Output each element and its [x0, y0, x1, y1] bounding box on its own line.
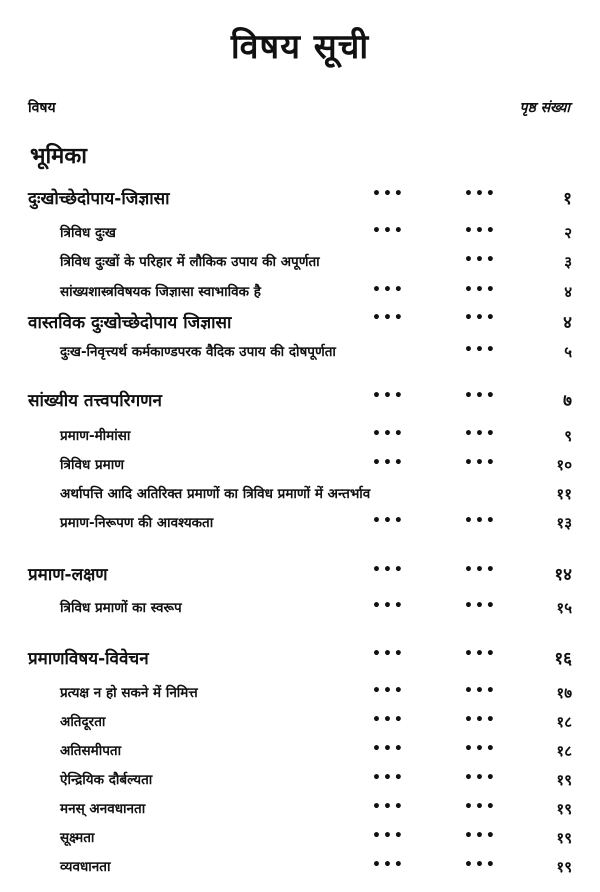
toc-entry-label: अर्थापत्ति आदि अतिरिक्त प्रमाणों का त्रिविध प्रमाणों में अन्तर्भाव	[60, 486, 371, 502]
leader-dots: •••	[464, 186, 497, 202]
toc-entry[interactable]	[0, 310, 600, 336]
toc-entry-page: ४	[563, 313, 572, 333]
leader-dots: •••	[372, 513, 405, 529]
leader-dots: •••	[372, 598, 405, 614]
toc-entry[interactable]	[0, 186, 600, 212]
leader-dots: •••	[464, 342, 497, 358]
toc-entry[interactable]	[0, 223, 600, 249]
leader-dots: •••	[372, 282, 405, 298]
toc-entry-page: १७	[556, 684, 572, 702]
leader-dots: •••	[372, 770, 405, 786]
leader-dots: •••	[464, 799, 497, 815]
toc-entry-page: ९	[564, 427, 572, 445]
toc-entry-label: प्रमाण-निरूपण की आवश्यकता	[60, 515, 214, 531]
toc-entry[interactable]	[0, 857, 600, 883]
leader-dots: •••	[464, 712, 497, 728]
toc-entry-page: ७	[563, 391, 572, 411]
toc-entry[interactable]	[0, 770, 600, 796]
toc-entry[interactable]	[0, 282, 600, 308]
intro-heading: भूमिका	[30, 144, 87, 169]
leader-dots: •••	[372, 799, 405, 815]
toc-entry-label: सांख्यशास्त्रविषयक जिज्ञासा स्वाभाविक है	[60, 284, 261, 300]
toc-entry-page: १९	[556, 771, 572, 789]
toc-entry-page: १४	[554, 565, 572, 585]
leader-dots: •••	[464, 513, 497, 529]
leader-dots: •••	[372, 223, 405, 239]
toc-entry-label: दुःखोच्छेदोपाय-जिज्ञासा	[28, 189, 170, 209]
leader-dots: •••	[464, 310, 497, 326]
leader-dots: •••	[464, 683, 497, 699]
leader-dots: •••	[464, 455, 497, 471]
toc-entry[interactable]	[0, 562, 600, 588]
toc-entry-page: १	[563, 189, 572, 209]
toc-entry[interactable]	[0, 799, 600, 825]
leader-dots: •••	[464, 388, 497, 404]
toc-entry-label: प्रत्यक्ष न हो सकने में निमित्त	[60, 685, 198, 701]
toc-entry-label: व्यवधानता	[60, 859, 111, 875]
leader-dots: •••	[372, 646, 405, 662]
leader-dots: •••	[464, 282, 497, 298]
leader-dots: •••	[372, 741, 405, 757]
leader-dots: •••	[372, 857, 405, 873]
leader-dots: •••	[464, 741, 497, 757]
column-header-subject: विषय	[28, 100, 56, 116]
toc-entry-label: त्रिविध दुःखों के परिहार में लौकिक उपाय की अपूर्णता	[60, 254, 320, 270]
toc-entry-page: १०	[556, 456, 572, 474]
toc-entry-page: १९	[556, 829, 572, 847]
toc-entry-label: त्रिविध दुःख	[60, 225, 116, 241]
leader-dots: •••	[464, 828, 497, 844]
toc-entry-label: अतिदूरता	[60, 714, 106, 730]
toc-entry-page: ३	[564, 253, 572, 271]
toc-entry-page: २	[564, 224, 572, 242]
toc-entry-label: ऐन्द्रियिक दौर्बल्यता	[60, 772, 153, 788]
leader-dots: •••	[372, 683, 405, 699]
toc-entry-label: प्रमाण-मीमांसा	[60, 428, 131, 444]
toc-entry[interactable]	[0, 252, 600, 278]
leader-dots: •••	[464, 646, 497, 662]
toc-entry-page: ५	[564, 343, 572, 361]
toc-entry[interactable]	[0, 484, 600, 510]
toc-entry[interactable]	[0, 712, 600, 738]
toc-entry-page: १९	[556, 800, 572, 818]
toc-entry-page: १३	[556, 514, 572, 532]
leader-dots: •••	[464, 857, 497, 873]
toc-entry[interactable]	[0, 683, 600, 709]
toc-entry-label: त्रिविध प्रमाणों का स्वरूप	[60, 600, 182, 616]
leader-dots: •••	[464, 598, 497, 614]
toc-entry-label: मनस् अनवधानता	[60, 801, 146, 817]
toc-entry-label: प्रमाणविषय-विवेचन	[28, 649, 149, 669]
leader-dots: •••	[372, 186, 405, 202]
toc-entry-page: ११	[556, 485, 572, 503]
leader-dots: •••	[372, 562, 405, 578]
toc-entry-page: १५	[556, 599, 572, 617]
toc-entry[interactable]	[0, 741, 600, 767]
toc-entry[interactable]	[0, 828, 600, 854]
leader-dots: •••	[464, 770, 497, 786]
page-title: विषय सूची	[230, 27, 370, 67]
leader-dots: •••	[464, 223, 497, 239]
leader-dots: •••	[372, 455, 405, 471]
toc-entry-label: सांख्यीय तत्त्वपरिगणन	[28, 391, 162, 411]
leader-dots: •••	[372, 310, 405, 326]
toc-entry-page: ४	[564, 283, 572, 301]
toc-entry-label: प्रमाण-लक्षण	[28, 565, 108, 585]
toc-entry-page: १८	[556, 742, 572, 760]
toc-entry[interactable]	[0, 342, 600, 368]
toc-entry[interactable]	[0, 455, 600, 481]
toc-entry-page: १८	[556, 713, 572, 731]
toc-entry[interactable]	[0, 388, 600, 414]
leader-dots: •••	[464, 426, 497, 442]
leader-dots: •••	[372, 828, 405, 844]
toc-entry[interactable]	[0, 513, 600, 539]
toc-entry-page: १९	[556, 858, 572, 876]
toc-entry-label: त्रिविध प्रमाण	[60, 457, 124, 473]
leader-dots: •••	[464, 562, 497, 578]
leader-dots: •••	[372, 426, 405, 442]
toc-entry-label: सूक्ष्मता	[60, 830, 95, 846]
leader-dots: •••	[372, 712, 405, 728]
toc-entry-label: वास्तविक दुःखोच्छेदोपाय जिज्ञासा	[28, 313, 232, 333]
toc-entry-label: दुःख-निवृत्त्यर्थ कर्मकाण्डपरक वैदिक उपाय की दोषपूर्णता	[60, 344, 336, 360]
toc-entry[interactable]	[0, 646, 600, 672]
toc-entry[interactable]	[0, 598, 600, 624]
toc-entry[interactable]	[0, 426, 600, 452]
toc-entry-label: अतिसमीपता	[60, 743, 122, 759]
column-header-page-number: पृष्ठ संख्या	[519, 100, 570, 116]
toc-entry-page: १६	[554, 649, 572, 669]
leader-dots: •••	[372, 388, 405, 404]
leader-dots: •••	[464, 252, 497, 268]
